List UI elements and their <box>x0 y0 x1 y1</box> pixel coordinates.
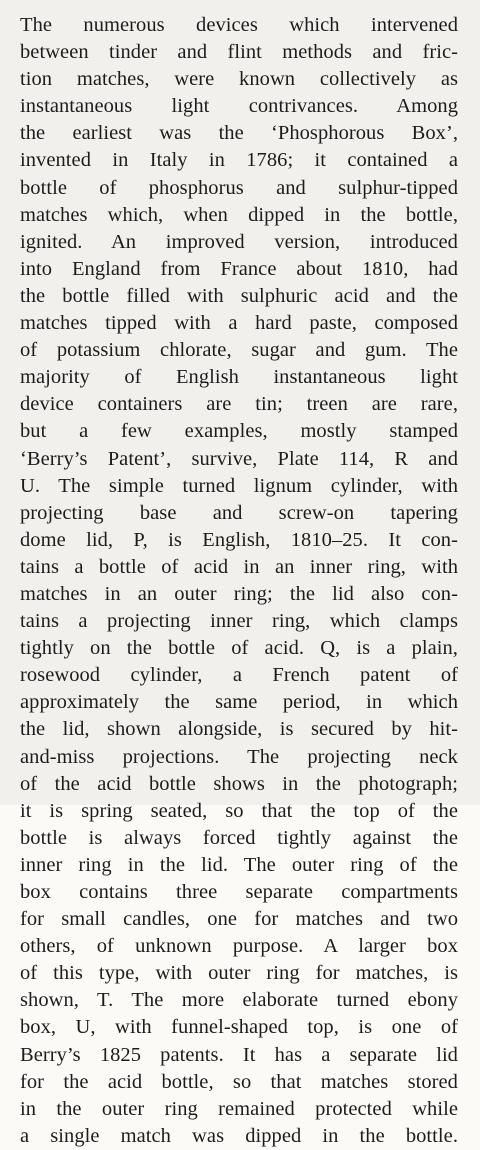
text-line: approximately the same period, in which <box>20 691 458 714</box>
text-line: the bottle filled with sulphuric acid and the <box>20 284 458 307</box>
text-line: of this type, with outer ring for matches, is <box>20 962 458 985</box>
text-line: bottle of phosphorus and sulphur-tipped <box>20 176 458 199</box>
text-line: but a few examples, mostly stamped <box>20 420 458 443</box>
text-line: tion matches, were known collectively as <box>20 68 458 91</box>
text-line: the earliest was the ‘Phosphorous Box’, <box>20 122 458 145</box>
text-line: projecting base and screw-on tapering <box>20 501 458 524</box>
text-line: ignited. An improved version, introduced <box>20 230 458 253</box>
text-line: it is spring seated, so that the top of the <box>20 799 458 822</box>
text-line: tains a bottle of acid in an inner ring, with <box>20 555 458 578</box>
text-line: The numerous devices which intervened <box>20 14 458 36</box>
text-line: between tinder and flint methods and fric- <box>20 41 458 64</box>
text-line: others, of unknown purpose. A larger box <box>20 935 458 958</box>
text-line: inner ring in the lid. The outer ring of the <box>20 853 458 876</box>
text-line: device containers are tin; treen are rare, <box>20 393 458 416</box>
text-line: Berry’s 1825 patents. It has a separate lid <box>20 1043 458 1066</box>
text-line: invented in Italy in 1786; it contained a <box>20 149 458 172</box>
text-line: matches tipped with a hard paste, composed <box>20 312 458 335</box>
text-line: matches which, when dipped in the bottle, <box>20 203 458 226</box>
text-line: bottle is always forced tightly against the <box>20 826 458 849</box>
text-line: the lid, shown alongside, is secured by hit- <box>20 718 458 741</box>
text-line: of the acid bottle shows in the photograph; <box>20 772 458 795</box>
text-line: in the outer ring remained protected while <box>20 1097 458 1120</box>
text-line: U. The simple turned lignum cylinder, with <box>20 474 458 497</box>
text-line: into England from France about 1810, had <box>20 257 458 280</box>
text-line: box contains three separate compartments <box>20 881 458 903</box>
text-line: for small candles, one for matches and two <box>20 908 458 931</box>
text-line: a single match was dipped in the bottle. <box>20 1124 458 1147</box>
text-line: tightly on the bottle of acid. Q, is a plain, <box>20 637 458 660</box>
text-line: rosewood cylinder, a French patent of <box>20 664 458 687</box>
text-line: and-miss projections. The projecting neck <box>20 745 458 768</box>
text-line: tains a projecting inner ring, which clamps <box>20 610 458 633</box>
text-line: for the acid bottle, so that matches stored <box>20 1070 458 1093</box>
text-line: majority of English instantaneous light <box>20 366 458 389</box>
text-line: shown, T. The more elaborate turned ebony <box>20 989 458 1012</box>
text-line: of potassium chlorate, sugar and gum. The <box>20 339 458 362</box>
text-line: ‘Berry’s Patent’, survive, Plate 114, R and <box>20 447 458 470</box>
text-line: dome lid, P, is English, 1810–25. It con- <box>20 528 458 551</box>
text-line: instantaneous light contrivances. Among <box>20 95 458 118</box>
text-line: matches in an outer ring; the lid also con- <box>20 582 458 605</box>
body-text <box>20 12 458 1150</box>
text-line: box, U, with funnel-shaped top, is one of <box>20 1016 458 1039</box>
